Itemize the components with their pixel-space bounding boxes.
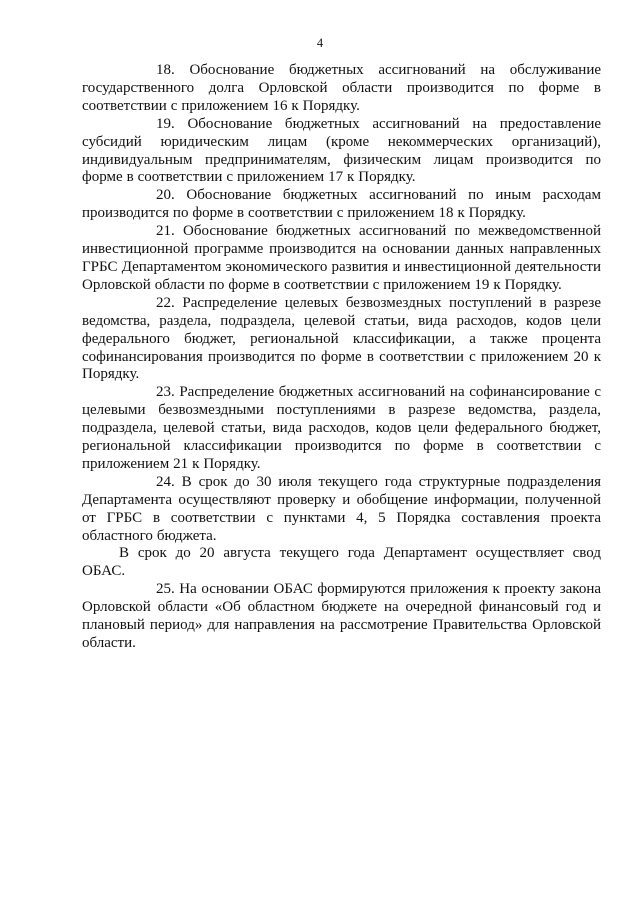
paragraph-20 (82, 187, 601, 223)
paragraph-text: Обоснование бюджетных ассигнований по межведомственной инвестиционной программе производится на основании данных направленных ГРБС Департаментом экономического развития и инвестиционной деятельности Орловской области по форме в соответствии с приложением 19 к Порядку. (82, 223, 602, 293)
paragraph-text: На основании ОБАС формируются приложения к проекту закона Орловской области «Об областном бюджете на очередной финансовый год и плановый период» для направления на рассмотрение Правительства Орловской области. (82, 581, 602, 651)
paragraph-24 (82, 474, 601, 546)
paragraph-19 (82, 116, 601, 188)
paragraph-18 (82, 62, 601, 116)
paragraph-text: Обоснование бюджетных ассигнований на обслуживание государственного долга Орловской области производится по форме в соответствии с приложением 16 к Порядку. (82, 62, 602, 114)
paragraph-22 (82, 295, 601, 385)
paragraph-24-continuation (82, 545, 601, 581)
paragraph-number: 25. (156, 581, 175, 598)
paragraph-text: В срок до 20 августа текущего года Департамент осуществляет свод ОБАС. (82, 545, 601, 580)
document-body (82, 62, 601, 653)
paragraph-number: 24. (156, 473, 175, 490)
paragraph-25 (82, 581, 601, 653)
page-number: 4 (316, 36, 324, 50)
paragraph-23 (82, 384, 601, 474)
paragraph-number: 18. (156, 62, 175, 78)
paragraph-21 (82, 223, 601, 295)
paragraph-number: 22. (156, 294, 175, 311)
paragraph-number: 20. (156, 187, 175, 204)
paragraph-text: Обоснование бюджетных ассигнований по иным расходам производится по форме в соответствии с приложением 18 к Порядку. (82, 187, 601, 222)
paragraph-number: 23. (156, 384, 175, 401)
paragraph-text: Распределение целевых безвозмездных поступлений в разрезе ведомства, раздела, подраздела, целевой статьи, вида расходов, кодов цели федерального бюджет, региональной классификации, а также процента софинансирования производится по форме в соответствии с приложением 20 к Порядку. (82, 294, 602, 383)
paragraph-number: 19. (156, 115, 175, 132)
paragraph-text: Распределение бюджетных ассигнований на софинансирование с целевыми безвозмездными поступлениями в разрезе ведомства, раздела, подраздела, целевой статьи, вида расходов, кодов цели федерального бюджет, региональной классификации производится по форме в соответствии с приложением 21 к Порядку. (82, 384, 601, 472)
paragraph-number: 21. (156, 223, 175, 240)
paragraph-text: В срок до 30 июля текущего года структурные подразделения Департамента осуществляют проверку и обобщение информации, полученной от ГРБС в соответствии с пунктами 4, 5 Порядка составления проекта областного бюджета. (82, 473, 601, 544)
paragraph-text: Обоснование бюджетных ассигнований на предоставление субсидий юридическим лицам (кроме некоммерческих организаций), индивидуальным предпринимателям, физическим лицам производится по форме в соответствии с приложением 17 к Порядку. (82, 115, 601, 186)
